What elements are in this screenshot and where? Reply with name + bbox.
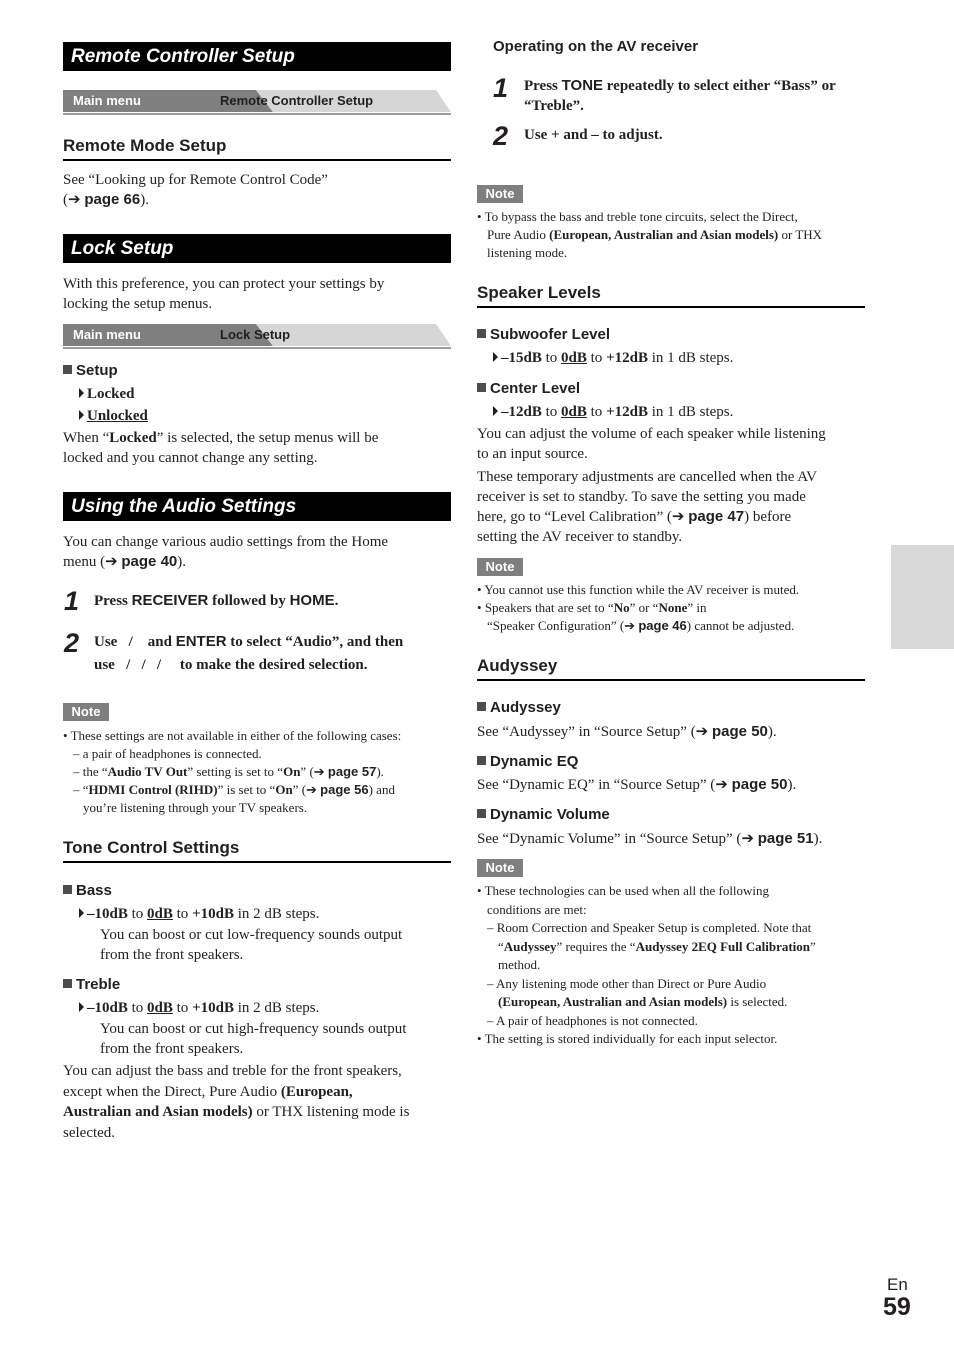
text-line: With this preference, you can protect your settings by [63,276,385,292]
text-span: To bypass the bass and treble tone circuits, select the Direct, [484,209,798,224]
page-link[interactable]: page 66 [84,191,141,208]
heading-dynamic-eq [477,753,578,770]
text-line: “Treble”. [524,98,584,114]
text-span: to [541,404,562,420]
page-link[interactable]: page 50 [731,776,788,793]
text-line: See “Looking up for Remote Control Code” [63,172,328,188]
text-span: ” setting is set to “ [187,764,284,779]
text-line: You can change various audio settings from the Home [63,534,389,550]
heading-speaker-levels: Speaker Levels [477,283,601,302]
heading-center-level [477,380,580,397]
note-item: • These settings are not available in either of the following cases: [63,728,402,743]
triangle-bullet-icon [79,1002,84,1012]
triangle-bullet-icon [493,352,498,362]
text-line: from the front speakers. [100,947,244,963]
text-line: locked and you cannot change any setting. [63,450,318,466]
text-span: These technologies can be used when all the following [484,883,770,898]
note-subitem [63,781,463,799]
breadcrumb [63,90,451,112]
chapter-tab [891,545,954,649]
triangle-bullet-icon [79,908,84,918]
text-line [63,1102,463,1123]
text-span: repeatedly to select either “Bass” or [603,78,836,94]
text-bold: –12dB [501,404,542,420]
breadcrumb-main: Main menu [63,324,198,346]
note-list [63,727,463,817]
text-span: in 1 dB steps. [647,404,734,420]
text-bold: Australian and Asian models) [63,1104,253,1120]
text-span: The setting is stored individually for each input selector. [484,1031,778,1046]
text-line [63,1082,463,1103]
note-subitem: – Room Correction and Speaker Setup is completed. Note that [487,920,812,935]
text-line: You can boost or cut low-frequency sounds output [100,927,403,943]
heading-rule [477,306,865,308]
text-bold: –10dB [87,1000,128,1016]
text-span: is selected. [727,994,788,1009]
text-span: Use / and [94,634,176,650]
text-span: ). [767,724,777,740]
text-span: – the “ [73,764,108,779]
text-span: to select “Audio”, and then [226,634,404,650]
triangle-bullet-icon [493,406,498,416]
text-line: locking the setup menus. [63,296,213,312]
text-span: “Speaker Configuration” (➔ [487,618,639,633]
note-subitem: you’re listening through your TV speakers. [83,800,308,815]
heading-tone-control: Tone Control Settings [63,838,240,857]
square-bullet-icon [477,702,486,711]
text-bold: +12dB [606,404,648,420]
key-name: HOME [289,592,335,609]
text-line: use / / / to make the desired selection. [94,657,368,673]
text-span: in 2 dB steps. [233,906,320,922]
text-span: ” or “ [629,600,659,615]
text-line: receiver is set to standby. To save the setting you made [477,489,806,505]
dynamic-volume-text [477,829,822,849]
text-line: to an input source. [477,446,588,462]
text-span: ” is selected, the setup menus will be [156,430,379,446]
text-span: to [586,350,607,366]
note-item: • You cannot use this function while the AV receiver is muted. [477,582,800,597]
square-bullet-icon [63,885,72,894]
text-span: ) before [744,509,792,525]
step-number: 1 [493,73,509,103]
text-span: (➔ [63,192,85,208]
step-number: 1 [64,586,80,616]
text-span: See “Dynamic Volume” in “Source Setup” (➔ [477,831,758,847]
note-item: • The setting is stored individually for each input selector. [477,1031,778,1046]
option-text: Locked [87,386,135,402]
square-bullet-icon [477,809,486,818]
text-span: to [172,1000,193,1016]
note-subitem-cont: method. [498,957,541,972]
note-subitem: – a pair of headphones is connected. [73,746,262,761]
page-link[interactable]: page 56 [320,782,369,797]
step1-text [94,589,454,613]
heading-text: Subwoofer Level [490,326,611,343]
text-line [63,190,451,210]
text-span: See “Dynamic EQ” in “Source Setup” (➔ [477,777,732,793]
locked-text [63,428,451,468]
text-span: “ [498,938,504,954]
text-bold: +12dB [606,350,648,366]
audyssey-text [477,722,777,742]
bass-desc [100,925,460,965]
option-locked [79,384,135,404]
page-link[interactable]: page 50 [712,723,768,740]
text-bold: No [613,600,630,615]
heading-text: Setup [76,362,118,379]
breadcrumb-rule [63,113,451,115]
note-subitem [63,763,463,781]
text-line [94,630,454,654]
note-subitem: – A pair of headphones is not connected. [487,1012,698,1028]
default-value: 0dB [147,1000,173,1016]
text-line [477,507,877,527]
text-line: selected. [63,1124,116,1141]
square-bullet-icon [63,979,72,988]
heading-operating-receiver: Operating on the AV receiver [493,38,699,55]
note-label: Note [477,558,523,576]
note-item-cont [477,226,877,244]
key-name: TONE [561,77,604,94]
text-span: Press [94,593,132,609]
page-link[interactable]: page 46 [638,618,687,633]
heading-audyssey-sub [477,699,561,716]
text-bold: (European, Australian and Asian models) [498,994,728,1009]
note-subitem: – Any listening mode other than Direct or Pure Audio [487,975,767,991]
breadcrumb-rule [63,347,451,349]
note-label: Note [477,859,523,877]
note-item: • To bypass the bass and treble tone circuits, select the Direct, [477,209,798,224]
text-span: Pure Audio [487,227,550,242]
text-span: in 2 dB steps. [233,1000,320,1016]
center-range [493,402,733,422]
text-span: ). [787,777,797,793]
page-link[interactable]: page 40 [121,553,178,570]
text-bold: –10dB [87,906,128,922]
text-bold: HDMI Control (RIHD) [88,782,218,797]
lock-text [63,274,451,314]
text-bold: On [275,782,293,797]
text-span: ” in [687,600,707,615]
text-bold: None [658,600,688,615]
dynamic-eq-text [477,775,796,795]
speaker-text [477,424,877,547]
text-bold: –15dB [501,350,542,366]
heading-setup [63,362,118,379]
subwoofer-range [493,348,733,368]
option-text-default: Unlocked [87,408,148,424]
text-span: Press [524,78,562,94]
text-span: ). [376,764,384,779]
text-span: ) and [368,782,395,797]
heading-rule [63,159,451,161]
treble-desc [100,1019,460,1059]
language-label: En [887,1275,908,1294]
text-span: or THX [778,227,823,242]
text-span: except when the Direct, Pure Audio [63,1083,281,1100]
breadcrumb [63,324,451,346]
section-title-audio-settings: Using the Audio Settings [63,492,451,521]
heading-dynamic-volume [477,806,610,823]
treble-range [79,998,319,1018]
text-span: ” (➔ [300,764,328,779]
note-subitem-cont [477,993,877,1012]
text-span: ). [177,554,187,570]
text-span: here, go to “Level Calibration” (➔ [477,509,689,525]
text-span: ” requires the “ [556,938,636,954]
page-link[interactable]: page 47 [688,508,745,525]
key-name: RECEIVER [131,592,209,609]
text-span: ” (➔ [292,782,321,797]
text-span: in 1 dB steps. [647,350,734,366]
default-value: 0dB [561,350,587,366]
text-line [63,552,451,572]
default-value: 0dB [147,906,173,922]
heading-remote-mode-setup: Remote Mode Setup [63,136,227,155]
heading-text: Bass [76,882,112,899]
page-number: 59 [883,1293,911,1321]
note-list [477,882,877,1049]
text-bold: On [283,764,301,779]
triangle-bullet-icon [79,388,84,398]
note-item: • Speakers that are set to “No” or “None” in [477,600,707,615]
text-span: followed by [208,593,290,609]
audio-text [63,532,451,572]
heading-audyssey: Audyssey [477,656,558,675]
triangle-bullet-icon [79,410,84,420]
step-number: 2 [64,628,80,658]
option-unlocked [79,406,148,426]
step1-text [524,76,874,116]
page-link[interactable]: page 57 [327,764,377,779]
text-span: to [127,1000,148,1016]
step2-text [94,630,454,677]
text-span: ). [140,192,149,208]
text-span: menu (➔ [63,554,122,570]
square-bullet-icon [477,383,486,392]
square-bullet-icon [63,365,72,374]
square-bullet-icon [477,329,486,338]
note-item: • These technologies can be used when all the following [477,883,770,898]
text-line: You can boost or cut high-frequency sounds output [100,1021,407,1037]
text-bold: Audio TV Out [107,764,188,779]
text-span: ” is set to “ [217,782,276,797]
heading-text: Treble [76,976,121,993]
heading-rule [63,861,451,863]
text-span: Speakers that are set to “ [484,600,614,615]
breadcrumb-sub: Lock Setup [220,327,291,342]
text-span: ). [813,831,823,847]
text-bold: Audyssey 2EQ Full Calibration [635,938,811,954]
text-bold: +10dB [192,906,234,922]
step-number: 2 [493,121,509,151]
text-span: When “ [63,430,110,446]
heading-subwoofer-level [477,326,610,343]
text-bold: Locked [109,430,157,446]
text-line: You can adjust the bass and treble for the front speakers, [63,1063,402,1079]
text-line [63,428,451,448]
text-bold: Audyssey [503,938,557,954]
text-span: These settings are not available in either of the following cases: [70,728,402,743]
square-bullet-icon [477,756,486,765]
text-span: to [541,350,562,366]
heading-bass [63,882,112,899]
text-bold: (European, Australian and Asian models) [549,227,779,242]
step2-text: Use + and – to adjust. [524,127,663,143]
note-item-cont [477,617,877,635]
heading-text: Center Level [490,380,581,397]
text-line [524,76,874,96]
heading-rule [477,679,865,681]
bass-range [79,904,319,924]
text-span: – “ [73,782,89,797]
note-label: Note [477,185,523,203]
heading-treble [63,976,120,993]
text-span: . [334,593,339,609]
text-span: to [586,404,607,420]
section-title-lock-setup: Lock Setup [63,234,451,263]
note-list [477,581,877,635]
breadcrumb-sub: Remote Controller Setup [220,93,374,108]
note-subitem-cont [477,938,877,957]
text-span: See “Audyssey” in “Source Setup” (➔ [477,724,713,740]
heading-text: Audyssey [490,699,561,716]
note-list [477,208,877,262]
text-line: You can adjust the volume of each speaker while listening [477,426,826,442]
text-line: setting the AV receiver to standby. [477,529,683,545]
remote-mode-text [63,170,451,210]
text-span: You cannot use this function while the AV receiver is muted. [484,582,800,597]
note-item-cont: conditions are met: [487,901,587,917]
heading-text: Dynamic EQ [490,753,579,770]
text-line: These temporary adjustments are cancelled when the AV [477,469,818,485]
page-link[interactable]: page 51 [757,830,814,847]
text-span: ) cannot be adjusted. [686,618,795,633]
text-line: from the front speakers. [100,1041,244,1057]
heading-text: Dynamic Volume [490,806,610,823]
text-span: or THX listening mode is [252,1104,410,1120]
default-value: 0dB [561,404,587,420]
section-title-remote-controller-setup: Remote Controller Setup [63,42,451,71]
text-span: to [127,906,148,922]
note-label: Note [63,703,109,721]
note-item-cont: listening mode. [487,245,568,260]
text-span: ” [810,938,816,954]
text-bold: (European, [280,1083,353,1100]
tone-text [63,1061,463,1143]
breadcrumb-main: Main menu [63,90,198,112]
text-span: to [172,906,193,922]
text-bold: +10dB [192,1000,234,1016]
key-name: ENTER [175,633,227,650]
